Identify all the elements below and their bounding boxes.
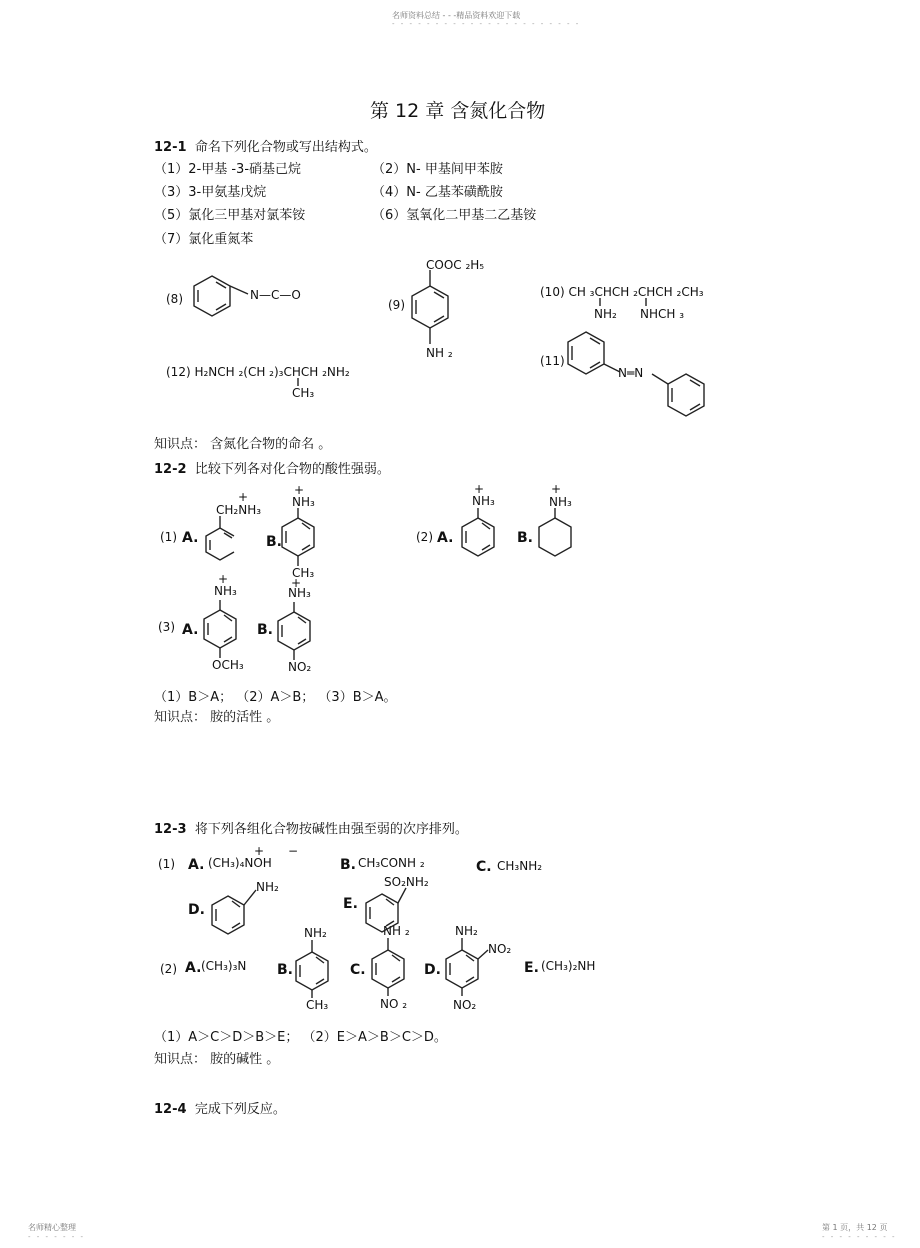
g1-a-formula: (CH₃)₄NOH <box>208 856 272 870</box>
struct-12-formula: (12) H₂NCH ₂(CH ₂)₃CHCH ₂NH₂ <box>166 365 350 379</box>
answer-12-2: （1）B＞A； （2）A＞B； （3）B＞A。 <box>154 690 397 705</box>
knowledge-point-1: 知识点： 含氮化合物的命名 。 <box>154 437 332 452</box>
footer-left: 名师精心整理 <box>28 1223 76 1232</box>
pair-3-b-bottom: NO₂ <box>288 660 312 674</box>
item-3: （3）3-甲氨基戊烷 <box>154 185 267 200</box>
g2-d-top: NH₂ <box>455 924 478 938</box>
g2-a-formula: (CH₃)₃N <box>201 959 247 973</box>
pair-1-a-group: CH₂NH₃ <box>216 503 262 517</box>
knowledge-point-3: 知识点： 胺的碱性 。 <box>154 1052 280 1067</box>
answer-12-3: （1）A＞C＞D＞B＞E； （2）E＞A＞B＞C＞D。 <box>154 1030 447 1045</box>
header-dashes: - - - - - - - - - - - - - - - - - - - - - - <box>392 20 581 28</box>
ring-12-3-1d <box>212 890 256 934</box>
g2-c-bottom: NO ₂ <box>380 997 408 1011</box>
section-num: 12-1 <box>154 140 187 155</box>
g1-b: B. <box>340 857 356 873</box>
struct-11-label: (11) <box>540 354 565 368</box>
g2-d-bottom: NO₂ <box>453 998 477 1012</box>
g2-d-side: NO₂ <box>488 942 512 956</box>
pair-2-label: (2) <box>416 530 433 544</box>
g2-b: B. <box>277 962 293 978</box>
question-text: 命名下列化合物或写出结构式。 <box>194 140 377 155</box>
g1-e: E. <box>343 896 358 912</box>
pair-1-b-top: NH₃ <box>292 495 315 509</box>
pair-2-b: B. <box>517 530 533 546</box>
g2-e: E. <box>524 960 539 976</box>
item-1: （1）2-甲基 -3-硝基己烷 <box>154 162 302 177</box>
page-title: 第 12 章 含氮化合物 <box>370 100 546 122</box>
item-4: （4）N- 乙基苯磺酰胺 <box>372 185 503 200</box>
item-2: （2）N- 甲基间甲苯胺 <box>372 162 503 177</box>
pair-2-b-top: NH₃ <box>549 495 572 509</box>
question-text: 将下列各组化合物按碱性由强至弱的次序排列。 <box>194 822 468 837</box>
question-text: 完成下列反应。 <box>194 1102 286 1117</box>
ring-12-3-2d <box>446 938 488 996</box>
pair-1-a: A. <box>182 530 199 546</box>
footer-left-dashes: - - - - - - - <box>28 1233 86 1241</box>
struct-8-label: (8) <box>166 292 183 306</box>
plus-sign: + <box>218 572 229 586</box>
pair-2-a: A. <box>437 530 454 546</box>
g1-e-formula: SO₂NH₂ <box>384 875 429 889</box>
struct-10-sub-a: NH₂ <box>594 307 617 321</box>
ring-12-3-2b <box>296 940 328 998</box>
pair-3-b: B. <box>257 622 273 638</box>
ring-12-2-2a <box>462 508 494 556</box>
plus-sign: + <box>238 490 249 504</box>
g1-b-formula: CH₃CONH ₂ <box>358 856 425 870</box>
item-7: （7）氯化重氮苯 <box>154 232 254 247</box>
struct-11-azo: N═N <box>618 366 644 380</box>
g1-d-formula: NH₂ <box>256 880 279 894</box>
pair-1-b-bottom: CH₃ <box>292 566 315 580</box>
group-1-label: (1) <box>158 857 175 871</box>
ring-12-3-1e <box>366 888 406 932</box>
struct-9-bottom: NH ₂ <box>426 346 453 360</box>
section-num: 12-4 <box>154 1102 187 1117</box>
g2-b-top: NH₂ <box>304 926 327 940</box>
benzene-ring-9 <box>412 270 448 344</box>
g2-b-bottom: CH₃ <box>306 998 329 1012</box>
knowledge-point-2: 知识点： 胺的活性 。 <box>154 710 280 725</box>
minus-sign: − <box>288 844 299 858</box>
group-2-label: (2) <box>160 962 177 976</box>
g2-a: A. <box>185 960 202 976</box>
pair-3-a: A. <box>182 622 199 638</box>
pair-3-a-top: NH₃ <box>214 584 237 598</box>
ring-12-2-3a <box>204 600 236 658</box>
pair-3-a-bottom: OCH₃ <box>212 658 244 672</box>
ring-12-3-2c <box>372 938 404 996</box>
plus-sign: + <box>294 483 305 497</box>
ring-12-2-3b <box>278 602 310 660</box>
ring-12-2-2b <box>539 508 571 556</box>
page-header: 名师资料总结 - - -精品资料欢迎下载 <box>392 11 521 20</box>
struct-10-sub-b: NHCH ₃ <box>640 307 685 321</box>
g1-d: D. <box>188 902 205 918</box>
item-5: （5）氯化三甲基对氯苯铵 <box>154 208 306 223</box>
section-num: 12-2 <box>154 462 187 477</box>
question-text: 比较下列各对化合物的酸性强弱。 <box>194 462 390 477</box>
g2-c-top: NH ₂ <box>383 924 410 938</box>
pair-3-b-top: NH₃ <box>288 586 311 600</box>
g1-c-formula: CH₃NH₂ <box>497 859 543 873</box>
plus-sign: + <box>474 482 485 496</box>
g2-d: D. <box>424 962 441 978</box>
section-num: 12-3 <box>154 822 187 837</box>
struct-9-top: COOC ₂H₅ <box>426 258 485 272</box>
plus-sign: + <box>551 482 562 496</box>
benzene-ring-8 <box>194 276 248 316</box>
g2-c: C. <box>350 962 366 978</box>
g1-a: A. <box>188 857 205 873</box>
struct-9-label: (9) <box>388 298 405 312</box>
g2-e-formula: (CH₃)₂NH <box>541 959 596 973</box>
plus-sign: + <box>291 576 302 590</box>
plus-sign: + <box>254 844 265 858</box>
azobenzene-11 <box>568 332 704 416</box>
ring-12-2-1a <box>206 516 234 560</box>
footer-right-dashes: - - - - - - - - - <box>822 1233 897 1241</box>
pair-1-label: (1) <box>160 530 177 544</box>
pair-2-a-top: NH₃ <box>472 494 495 508</box>
pair-1-b: B. <box>266 534 282 550</box>
pair-3-label: (3) <box>158 620 175 634</box>
struct-8-formula: N—C—O <box>250 288 301 302</box>
struct-12-sub: CH₃ <box>292 386 315 400</box>
ring-12-2-1b <box>282 508 314 566</box>
footer-page-number: 第 1 页，共 12 页 <box>822 1223 888 1232</box>
item-6: （6）氢氧化二甲基二乙基铵 <box>372 208 537 223</box>
struct-10-formula: (10) CH ₃CHCH ₂CHCH ₂CH₃ <box>540 285 704 299</box>
g1-c: C. <box>476 859 492 875</box>
